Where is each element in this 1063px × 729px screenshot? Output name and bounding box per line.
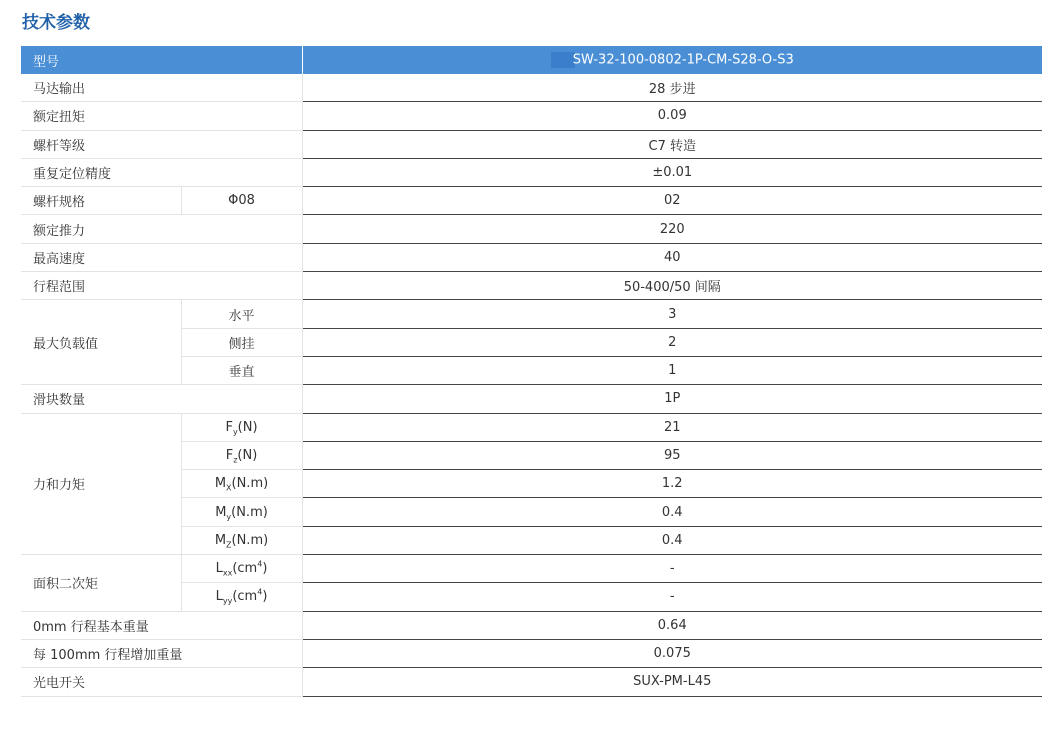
table-row (21, 102, 1042, 130)
symbol-unit: (N.m) (231, 532, 269, 548)
row-sublabel (181, 526, 302, 554)
table-row (21, 639, 1042, 667)
table-row (21, 130, 1042, 158)
row-sublabel: 水平 (181, 300, 302, 328)
row-label: 面积二次矩 (21, 555, 181, 612)
row-value: 1 (302, 356, 1042, 384)
row-label: 重复定位精度 (21, 158, 302, 186)
row-sublabel (181, 413, 302, 441)
row-value: 2 (302, 328, 1042, 356)
symbol-unit: (N) (237, 448, 258, 463)
table-row (21, 385, 1042, 413)
table-row (21, 74, 1042, 102)
symbol-unit: (N) (237, 419, 258, 435)
row-label: 滑块数量 (21, 385, 302, 413)
symbol-base: L (215, 589, 223, 605)
symbol-base: M (214, 532, 227, 548)
row-sublabel (181, 498, 302, 526)
symbol-superscript: 4 (257, 559, 263, 569)
row-value: 220 (302, 215, 1042, 243)
row-label: 力和力矩 (21, 413, 181, 554)
row-value: 40 (302, 243, 1042, 271)
symbol-unit-close: ) (262, 561, 268, 577)
row-sublabel (181, 441, 302, 469)
row-sublabel (181, 555, 302, 583)
row-label: 额定推力 (21, 215, 302, 243)
row-sublabel: 垂直 (181, 356, 302, 384)
row-label: 最高速度 (21, 243, 302, 271)
row-value: 50-400/50 间隔 (302, 272, 1042, 300)
row-value: 95 (302, 441, 1042, 469)
row-value: 0.09 (302, 102, 1042, 130)
row-label: 马达输出 (21, 74, 302, 102)
table-row (21, 215, 1042, 243)
table-row (21, 243, 1042, 271)
row-value: - (302, 555, 1042, 583)
row-value: 21 (302, 413, 1042, 441)
row-sublabel (181, 583, 302, 611)
symbol-subscript: z (233, 455, 238, 465)
symbol-base: M (215, 504, 227, 520)
table-row (21, 668, 1042, 696)
symbol-unit: (N.m) (231, 476, 269, 492)
symbol-subscript: X (226, 483, 232, 493)
row-value: 0.075 (302, 639, 1042, 667)
table-row (21, 413, 1042, 441)
symbol-subscript: y (226, 512, 232, 522)
row-label: 螺杆规格 (21, 187, 181, 215)
row-label: 每 100mm 行程增加重量 (21, 639, 302, 667)
symbol-unit: (N.m) (231, 504, 268, 520)
row-value: 0.4 (302, 526, 1042, 554)
symbol-base: F (225, 419, 233, 435)
symbol-base: F (225, 448, 234, 463)
row-value: 0.4 (302, 498, 1042, 526)
row-value: - (302, 583, 1042, 611)
row-label: 光电开关 (21, 668, 302, 696)
symbol-subscript: xx (222, 568, 233, 578)
symbol-subscript: Z (226, 540, 232, 550)
model-label: 型号 (21, 46, 302, 74)
table-row (21, 555, 1042, 583)
row-label: 行程范围 (21, 272, 302, 300)
symbol-base: M (214, 476, 227, 492)
spec-table (21, 46, 1042, 697)
row-label: 螺杆等级 (21, 130, 302, 158)
table-row (21, 611, 1042, 639)
row-label: 0mm 行程基本重量 (21, 611, 302, 639)
section-title: 技术参数 (22, 13, 90, 33)
row-sublabel: 侧挂 (181, 328, 302, 356)
row-value: 1.2 (302, 470, 1042, 498)
symbol-unit: (cm (232, 589, 258, 605)
row-value: 1P (302, 385, 1042, 413)
table-row (21, 187, 1042, 215)
symbol-unit-close: ) (262, 589, 268, 605)
model-value: SW-32-100-0802-1P-CM-S28-O-S3 (572, 52, 794, 68)
model-value-cell (302, 46, 1042, 74)
symbol-subscript: yy (222, 597, 233, 607)
row-label: 最大负载值 (21, 300, 181, 385)
row-value: 28 步进 (302, 74, 1042, 102)
table-row (21, 272, 1042, 300)
row-value: ±0.01 (302, 158, 1042, 186)
symbol-base: L (215, 561, 223, 577)
row-sublabel (181, 470, 302, 498)
table-row (21, 158, 1042, 186)
row-value: SUX-PM-L45 (302, 668, 1042, 696)
symbol-superscript: 4 (257, 588, 263, 598)
model-highlight (551, 52, 575, 68)
row-value: 0.64 (302, 611, 1042, 639)
table-row (21, 300, 1042, 328)
table-header-row (21, 46, 1042, 74)
row-label: 额定扭矩 (21, 102, 302, 130)
symbol-unit: (cm (232, 561, 258, 577)
row-value: 3 (302, 300, 1042, 328)
row-sublabel: Φ08 (181, 187, 302, 215)
symbol-subscript: y (232, 427, 238, 437)
row-value: 02 (302, 187, 1042, 215)
row-value: C7 转造 (302, 130, 1042, 158)
